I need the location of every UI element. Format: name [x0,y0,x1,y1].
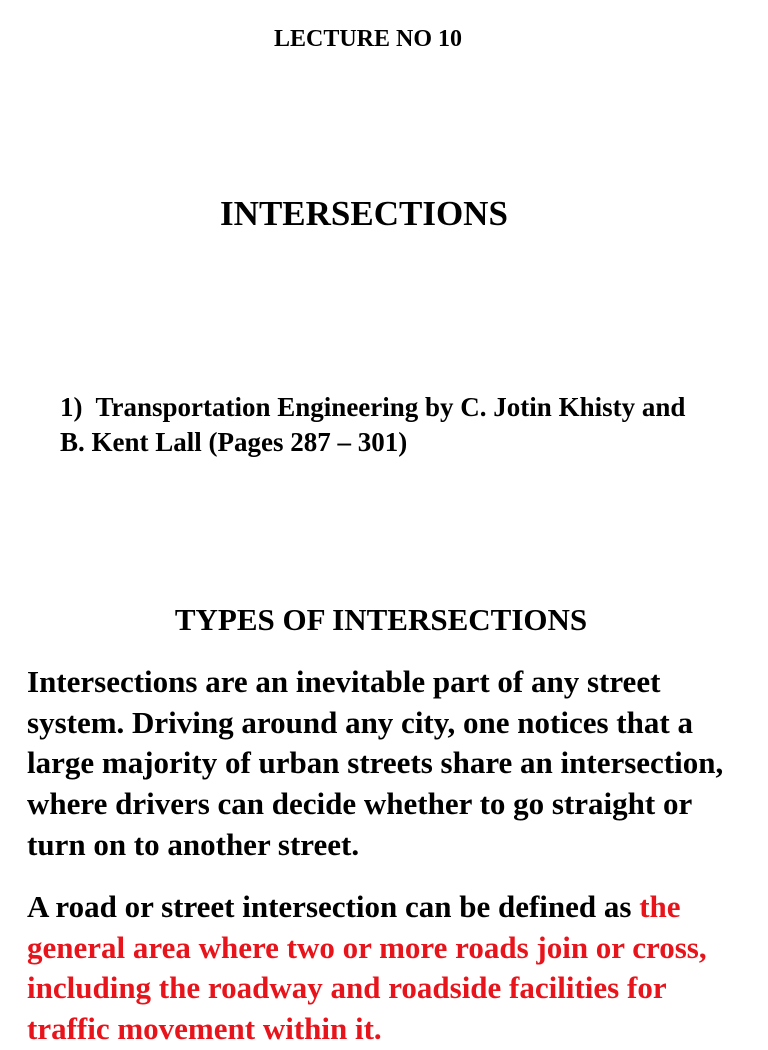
reference-citation [60,390,700,460]
paragraph-road-intersection [27,887,747,1050]
page-title: INTERSECTIONS [220,194,508,233]
paragraph-intro-text: A road or street intersection can be defined as [27,889,632,924]
lecture-number: LECTURE NO 10 [273,26,463,52]
highlighted-definition: the general area where two or more roads join or cross, including the roadway and roadside facilities for traffic movement within it. [27,889,707,1047]
reference-text: Transportation Engineering by C. Jotin Khisty and B. Kent Lall (Pages 287 – 301) [60,392,686,457]
paragraph-intersections-definition: Intersections are an inevitable part of any street system. Driving around any city, one notices that a large majority of urban streets share an intersection, where drivers can decide whether to go straight or turn on to another street. [27,664,724,862]
section-heading: TYPES OF INTERSECTIONS [174,602,588,637]
reference-number: 1) [60,392,83,422]
